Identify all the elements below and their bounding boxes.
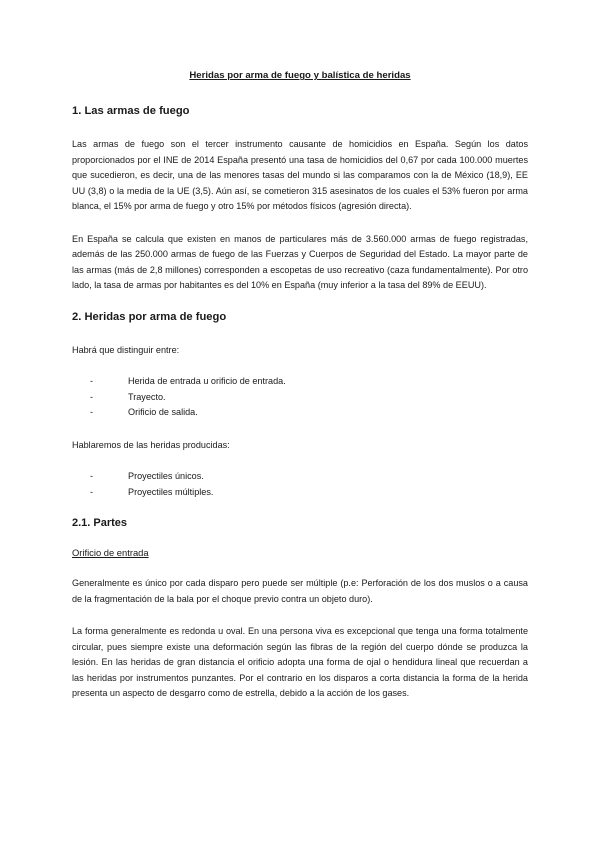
section-1-paragraph-2: En España se calcula que existen en manos de particulares más de 3.560.000 armas de fuego registradas, además de las 250.000 armas de fuego de las Fuerzas y Cuerpos de Seguridad del Estado. La mayor parte de las armas (más de 2,8 millones) corresponden a escopetas de uso recreativo (caza fundamentalmente). Por otro lado, la tasa de armas por habitantes es del 10% en España (muy inferior a la tasa del 89% de EEUU). — [72, 233, 528, 290]
section-1-heading: 1. Las armas de fuego — [72, 105, 190, 117]
entry-wound-subheading: Orificio de entrada — [72, 547, 149, 558]
list-item — [90, 374, 528, 390]
list-item-text: Orificio de salida. — [128, 407, 198, 417]
section-2-1-paragraph-1: Generalmente es único por cada disparo pero puede ser múltiple (p.e: Perforación de los dos muslos o a causa de la fragmentación de la bala por el choque previo contra un objeto duro). — [72, 578, 528, 604]
section-1-paragraph-1: Las armas de fuego son el tercer instrumento causante de homicidios en España. Según los datos proporcionados por el INE de 2014 España presentó una tasa de homicidios del 0,67 por cada 100.000 muertes que sucedieron, es decir, una de las menores tasas del mundo si las comparamos con la de México (18,9), EE UU (3,8) o la media de la UE (3,5). Aún así, se cometieron 315 asesinatos de los cuales el 53% fueron por arma blanca, el 15% por arma de fuego y otro 15% por métodos físicos (agresión directa). — [72, 139, 528, 211]
wound-parts-list — [72, 374, 528, 421]
section-2-heading: 2. Heridas por arma de fuego — [72, 310, 227, 323]
list-item-text: Proyectiles múltiples. — [128, 486, 214, 497]
list-item-text: Herida de entrada u orificio de entrada. — [128, 376, 286, 386]
list-item-text: Proyectiles únicos. — [128, 471, 204, 481]
list-item — [90, 390, 528, 406]
document-title: Heridas por arma de fuego y balística de heridas — [189, 70, 411, 81]
dash-bullet: - — [90, 407, 94, 417]
projectile-types-list — [72, 469, 528, 500]
section-2-1-heading: 2.1. Partes — [72, 517, 128, 529]
dash-bullet: - — [90, 376, 94, 386]
section-2-intro-2: Hablaremos de las heridas producidas: — [72, 439, 230, 450]
list-item — [90, 405, 528, 421]
list-item — [90, 469, 528, 485]
dash-bullet: - — [90, 486, 94, 497]
dash-bullet: - — [90, 471, 94, 481]
list-item — [90, 485, 528, 501]
section-2-intro-1: Habrá que distinguir entre: — [72, 344, 180, 355]
section-2-1-paragraph-2: La forma generalmente es redonda u oval. En una persona viva es excepcional que tenga una forma totalmente circular, pues siempre existe una deformación según las fibras de la región del cuerpo dónde se produzca la lesión. En las heridas de gran distancia el orificio adopta una forma de ojal o hendidura lineal que recuerdan a las heridas por instrumentos punzantes. Por el contrario en los disparos a corta distancia la forma de la herida presenta un aspecto de desgarro como de estrella, debido a la acción de los gases. — [72, 626, 528, 698]
list-item-text: Trayecto. — [128, 391, 166, 402]
dash-bullet: - — [90, 391, 94, 402]
